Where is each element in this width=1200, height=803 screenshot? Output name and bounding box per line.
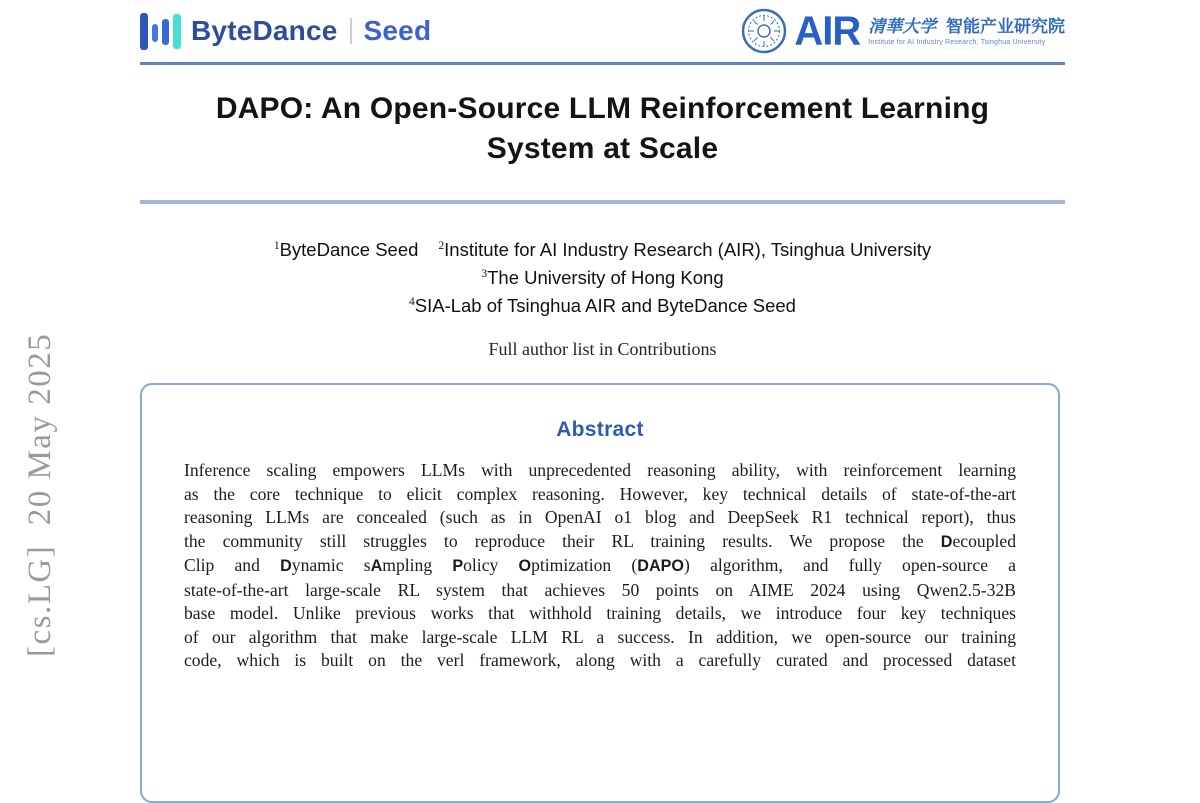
logo-divider: [350, 18, 352, 44]
air-institute-cn-text: 智能产业研究院: [946, 16, 1065, 36]
air-name-block: [868, 17, 1065, 46]
abstract-body: [184, 459, 1016, 673]
affiliation-line: $^4$SIA-Lab of Tsinghua AIR and ByteDance Seed: [409, 295, 796, 317]
seed-wordmark: Seed: [363, 15, 432, 46]
air-logo: [741, 8, 1065, 54]
title-line-2: System at Scale: [486, 132, 719, 165]
abstract-line: of our algorithm that make large-scale LLM RL a success. In addition, we open-source our training: [184, 626, 1016, 647]
header-logos: [140, 0, 1065, 54]
abstract-line: Clip and Dynamic sAmpling Policy Optimization (DAPO) algorithm, and fully open-source a: [184, 555, 1016, 576]
tsinghua-seal-icon: [741, 8, 787, 54]
top-rule: [140, 62, 1065, 65]
abstract-heading: Abstract: [556, 418, 644, 442]
tsinghua-script-text: 清華大学: [868, 16, 937, 36]
page-title: [140, 89, 1065, 169]
air-english-name: Institute for AI Industry Research, Tsinghua University: [868, 38, 1046, 46]
title-line-1: DAPO: An Open-Source LLM Reinforcement Learning: [215, 92, 990, 125]
abstract-line: base model. Unlike previous works that withhold training details, we introduce four key techniques: [184, 603, 1016, 624]
bytedance-bars-icon: [140, 9, 181, 53]
abstract-line: state-of-the-art large-scale RL system that achieves 50 points on AIME 2024 using Qwen2.5-32B: [184, 579, 1016, 600]
content-column: [140, 0, 1065, 803]
author-note: Full author list in Contributions: [488, 339, 717, 360]
abstract-line: code, which is built on the verl framework, along with a carefully curated and processed dataset: [184, 650, 1016, 671]
title-rule: [140, 200, 1065, 204]
abstract-line: reasoning LLMs are concealed (such as in OpenAI o1 blog and DeepSeek R1 technical report), thus: [184, 507, 1016, 528]
abstract-box: [140, 383, 1060, 803]
bytedance-wordmark: ByteDance: [191, 15, 338, 46]
arxiv-sidebar-text: [cs.LG] 20 May 2025: [22, 332, 58, 657]
abstract-line: the community still struggles to reproduce their RL training results. We propose the Decoupled: [184, 530, 1016, 551]
bytedance-seed-logo: [140, 9, 431, 53]
air-chinese-name: [868, 17, 1065, 37]
affiliations: [140, 234, 1065, 318]
affiliation-line: $^3$The University of Hong Kong: [481, 267, 724, 289]
abstract-line: as the core technique to elicit complex reasoning. However, key technical details of state-of-the-art: [184, 483, 1016, 504]
affiliation-line: $^1$ByteDance Seed $^2$Institute for AI Industry Research (AIR), Tsinghua University: [273, 239, 932, 261]
abstract-line: Inference scaling empowers LLMs with unprecedented reasoning ability, with reinforcement learning: [184, 460, 1016, 481]
air-wordmark: AIR: [794, 8, 861, 54]
